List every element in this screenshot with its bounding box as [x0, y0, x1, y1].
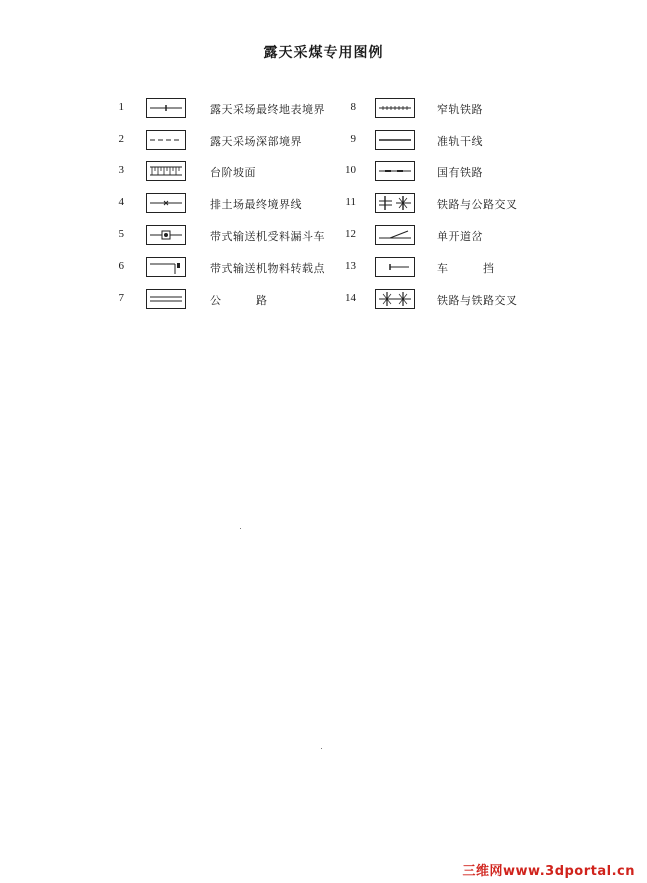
- state-railway-symbol: [375, 161, 415, 181]
- scan-speck: [240, 528, 241, 529]
- item-label: 国有铁路: [437, 166, 483, 179]
- item-label: 露天采场最终地表境界: [210, 103, 325, 116]
- highway-symbol: [146, 289, 186, 309]
- item-label: 露天采场深部境界: [210, 135, 302, 148]
- dump-boundary-symbol: [146, 193, 186, 213]
- conveyor-transfer-symbol: [146, 257, 186, 277]
- site-watermark: 三维网www.3dportal.cn: [462, 864, 635, 879]
- item-number: 14: [345, 292, 356, 304]
- item-number: 7: [118, 292, 124, 304]
- item-number: 8: [350, 101, 356, 113]
- item-label: 公 路: [210, 294, 268, 307]
- item-number: 13: [345, 260, 356, 272]
- narrow-gauge-railway-symbol: [375, 98, 415, 118]
- item-number: 5: [118, 228, 124, 240]
- item-label: 台阶坡面: [210, 166, 256, 179]
- item-label: 车 挡: [437, 262, 495, 275]
- item-number: 3: [118, 164, 124, 176]
- item-label: 带式输送机物料转载点: [210, 262, 325, 275]
- item-label: 准轨干线: [437, 135, 483, 148]
- rail-rail-crossing-symbol: [375, 289, 415, 309]
- item-number: 6: [118, 260, 124, 272]
- item-number: 2: [118, 133, 124, 145]
- deep-boundary-symbol: [146, 130, 186, 150]
- item-label: 铁路与公路交叉: [437, 198, 518, 211]
- item-number: 9: [350, 133, 356, 145]
- buffer-stop-symbol: [375, 257, 415, 277]
- page-title: 露天采煤专用图例: [263, 45, 384, 61]
- scan-speck: [321, 748, 322, 749]
- item-number: 12: [345, 228, 356, 240]
- item-number: 4: [118, 196, 124, 208]
- item-label: 带式输送机受料漏斗车: [210, 230, 325, 243]
- final-surface-boundary-symbol: [146, 98, 186, 118]
- item-number: 11: [345, 196, 356, 208]
- item-number: 10: [345, 164, 356, 176]
- standard-gauge-trunk-symbol: [375, 130, 415, 150]
- item-label: 单开道岔: [437, 230, 483, 243]
- bench-slope-symbol: [146, 161, 186, 181]
- rail-road-crossing-symbol: [375, 193, 415, 213]
- item-label: 排土场最终境界线: [210, 198, 302, 211]
- conveyor-hopper-symbol: [146, 225, 186, 245]
- item-label: 铁路与铁路交叉: [437, 294, 518, 307]
- single-turnout-symbol: [375, 225, 415, 245]
- item-label: 窄轨铁路: [437, 103, 483, 116]
- item-number: 1: [118, 101, 124, 113]
